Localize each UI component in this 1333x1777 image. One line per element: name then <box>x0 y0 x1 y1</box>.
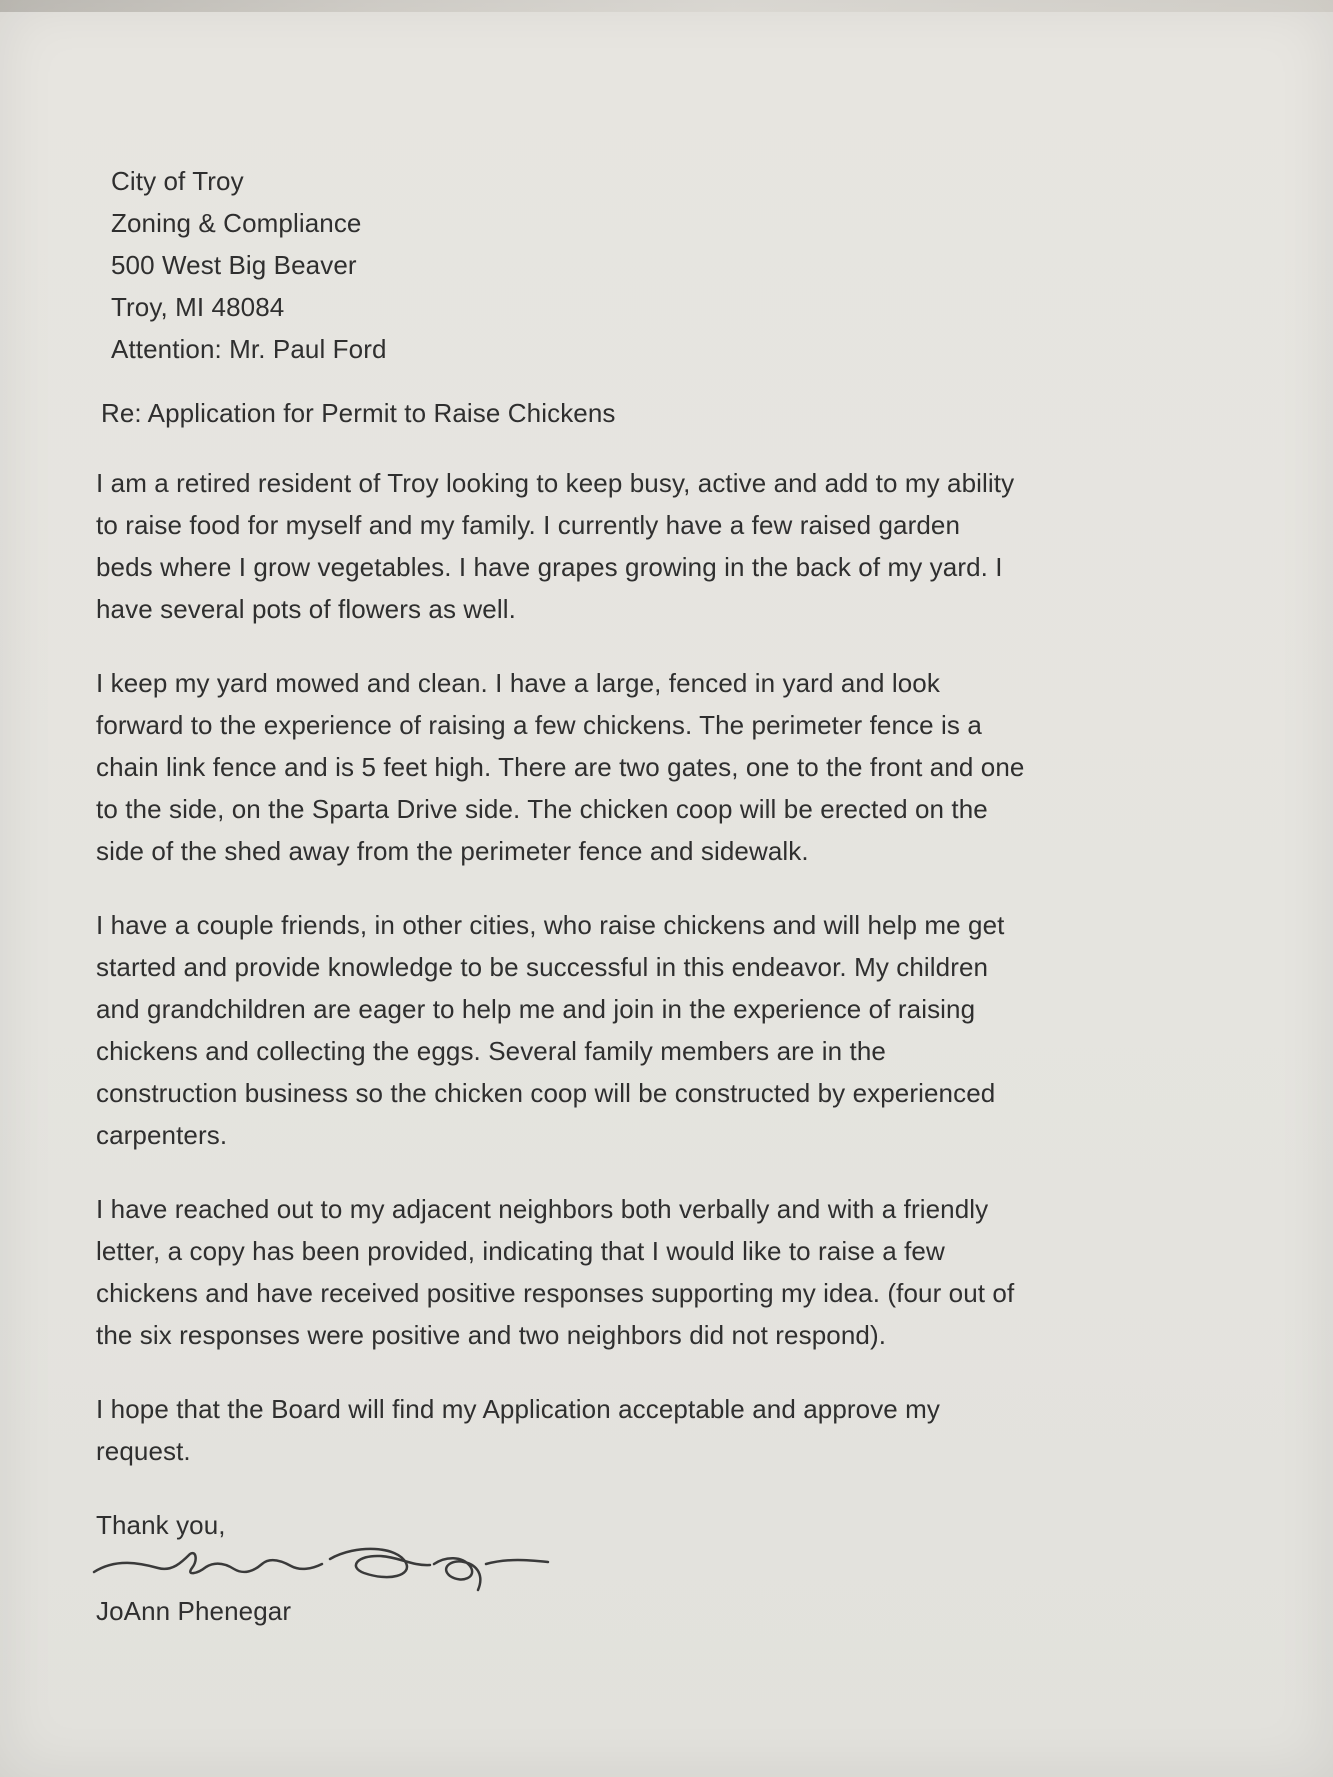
paragraph-line: I hope that the Board will find my Application acceptable and approve my <box>96 1394 941 1424</box>
paragraph-line: request. <box>96 1436 191 1466</box>
paragraph-line: chickens and collecting the eggs. Several family members are in the <box>96 1036 886 1066</box>
paragraph-line: chain link fence and is 5 feet high. There are two gates, one to the front and one <box>96 752 1025 782</box>
paragraph-line: beds where I grow vegetables. I have grapes growing in the back of my yard. I <box>96 552 1003 582</box>
paragraph-line: I am a retired resident of Troy looking to keep busy, active and add to my ability <box>96 468 1015 498</box>
address-line: Attention: Mr. Paul Ford <box>111 334 387 364</box>
paragraph <box>96 1388 1226 1472</box>
paragraph-line: the six responses were positive and two neighbors did not respond). <box>96 1320 887 1350</box>
paragraph-line: started and provide knowledge to be successful in this endeavor. My children <box>96 952 989 982</box>
closing-block <box>96 1504 1226 1632</box>
address-line: Zoning & Compliance <box>111 208 362 238</box>
paragraph <box>96 1188 1226 1356</box>
paragraph-line: and grandchildren are eager to help me and join in the experience of raising <box>96 994 976 1024</box>
letter-body <box>96 160 1226 1632</box>
address-line: 500 West Big Beaver <box>111 250 357 280</box>
paragraph-line: construction business so the chicken coop will be constructed by experienced <box>96 1078 996 1108</box>
address-line: Troy, MI 48084 <box>111 292 285 322</box>
paragraph-line: I have reached out to my adjacent neighbors both verbally and with a friendly <box>96 1194 989 1224</box>
paragraph <box>96 904 1226 1156</box>
paragraph-line: letter, a copy has been provided, indicating that I would like to raise a few <box>96 1236 945 1266</box>
recipient-address <box>96 160 1226 370</box>
paragraph-line: I have a couple friends, in other cities, who raise chickens and will help me get <box>96 910 1005 940</box>
paragraph-line: to the side, on the Sparta Drive side. The chicken coop will be erected on the <box>96 794 988 824</box>
paragraph-line: carpenters. <box>96 1120 228 1150</box>
paragraph-line: to raise food for myself and my family. I currently have a few raised garden <box>96 510 961 540</box>
subject-line: Re: Application for Permit to Raise Chickens <box>101 398 616 428</box>
signature-icon <box>86 1536 586 1600</box>
paragraph-line: chickens and have received positive responses supporting my idea. (four out of <box>96 1278 1015 1308</box>
handwritten-signature <box>86 1536 586 1600</box>
paragraph-line: have several pots of flowers as well. <box>96 594 516 624</box>
closing-salutation: Thank you, <box>96 1510 226 1540</box>
paragraph <box>96 462 1226 630</box>
paragraph-line: side of the shed away from the perimeter fence and sidewalk. <box>96 836 809 866</box>
paragraph-line: forward to the experience of raising a few chickens. The perimeter fence is a <box>96 710 982 740</box>
scan-edge <box>0 0 1333 12</box>
address-line: City of Troy <box>111 166 244 196</box>
paragraph-line: I keep my yard mowed and clean. I have a large, fenced in yard and look <box>96 668 940 698</box>
paragraph <box>96 662 1226 872</box>
signer-name: JoAnn Phenegar <box>96 1596 292 1626</box>
